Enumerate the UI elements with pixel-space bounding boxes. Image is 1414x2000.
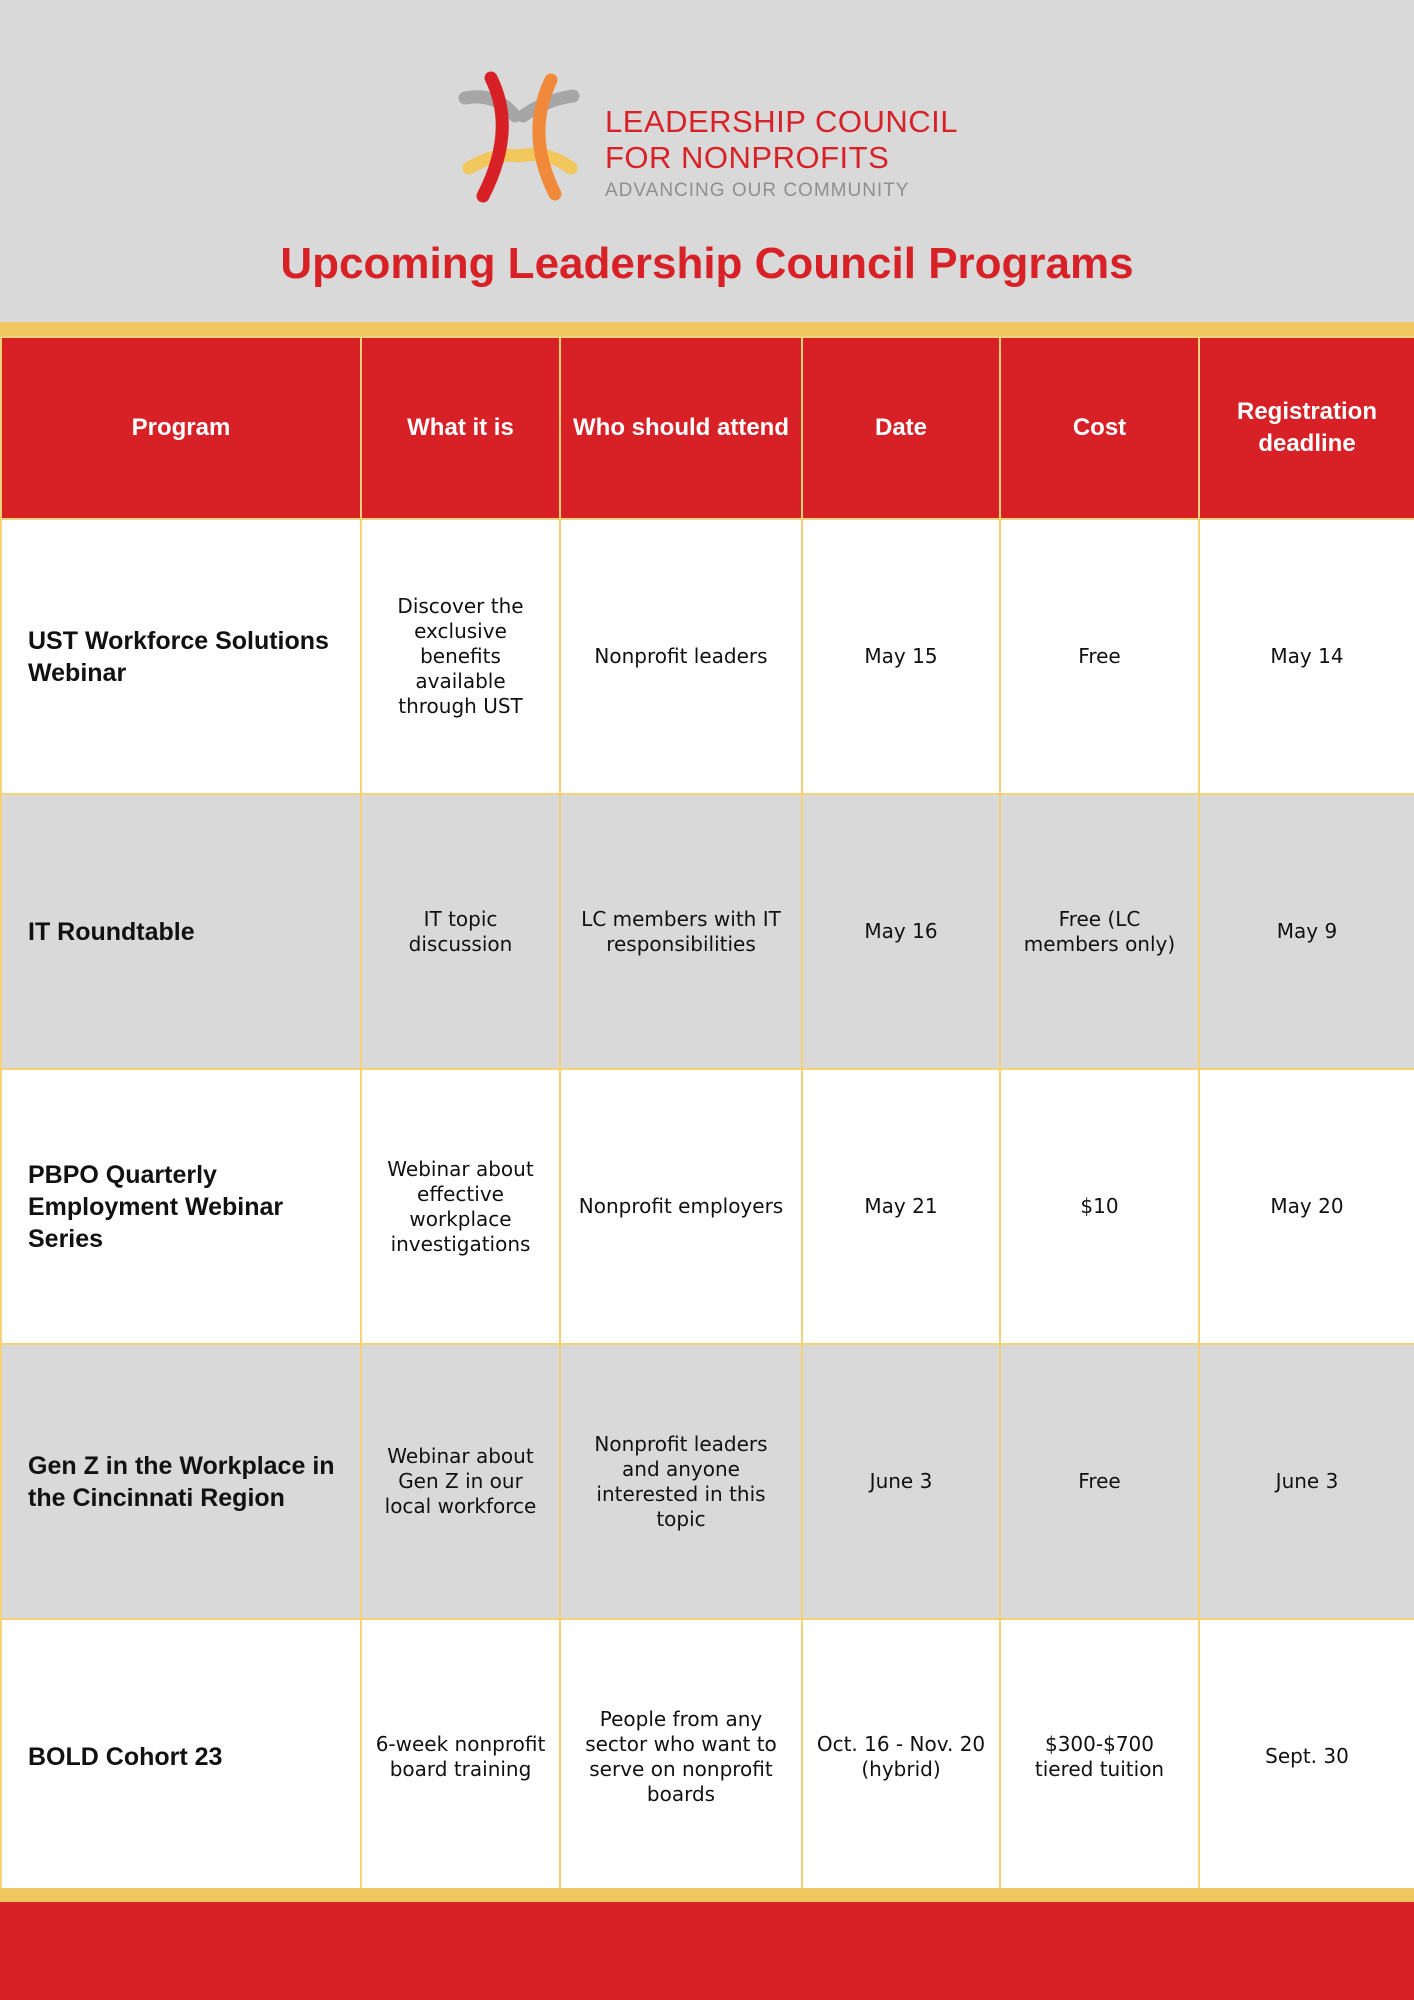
deadline-cell: June 3 — [1199, 1344, 1414, 1619]
date-cell: May 15 — [802, 519, 1000, 794]
deadline-cell: May 20 — [1199, 1069, 1414, 1344]
table-row — [1, 1344, 1414, 1619]
program-cell: Gen Z in the Workplace in the Cincinnati Region — [1, 1344, 361, 1619]
date-cell: June 3 — [802, 1344, 1000, 1619]
audience-cell: People from any sector who want to serve on nonprofit boards — [560, 1619, 802, 1894]
top-accent-band — [0, 322, 1414, 336]
cost-cell: Free — [1000, 1344, 1199, 1619]
cost-cell: $10 — [1000, 1069, 1199, 1344]
deadline-cell: May 14 — [1199, 519, 1414, 794]
program-cell: PBPO Quarterly Employment Webinar Series — [1, 1069, 361, 1344]
column-header-program: Program — [1, 337, 361, 519]
description-cell: Discover the exclusive benefits available through UST — [361, 519, 560, 794]
header-row — [1, 337, 1414, 519]
column-header-what-it-is: What it is — [361, 337, 560, 519]
description-cell: 6-week nonprofit board training — [361, 1619, 560, 1894]
cost-cell: Free — [1000, 519, 1199, 794]
programs-table — [0, 336, 1414, 1895]
logo-mark-icon — [455, 70, 585, 205]
table-row — [1, 1619, 1414, 1894]
bottom-accent-band — [0, 1888, 1414, 1902]
table-row — [1, 1069, 1414, 1344]
description-cell: Webinar about effective workplace investigations — [361, 1069, 560, 1344]
audience-cell: Nonprofit leaders and anyone interested in this topic — [560, 1344, 802, 1619]
description-cell: Webinar about Gen Z in our local workforce — [361, 1344, 560, 1619]
column-header-date: Date — [802, 337, 1000, 519]
program-cell: BOLD Cohort 23 — [1, 1619, 361, 1894]
column-header-who-should-attend: Who should attend — [560, 337, 802, 519]
deadline-cell: Sept. 30 — [1199, 1619, 1414, 1894]
program-cell: IT Roundtable — [1, 794, 361, 1069]
column-header-cost: Cost — [1000, 337, 1199, 519]
date-cell: Oct. 16 - Nov. 20 (hybrid) — [802, 1619, 1000, 1894]
audience-cell: LC members with IT responsibilities — [560, 794, 802, 1069]
description-cell: IT topic discussion — [361, 794, 560, 1069]
logo — [455, 70, 975, 210]
cost-cell: $300-$700 tiered tuition — [1000, 1619, 1199, 1894]
logo-tagline: ADVANCING OUR COMMUNITY — [605, 180, 910, 201]
header — [0, 0, 1414, 320]
cost-cell: Free (LC members only) — [1000, 794, 1199, 1069]
page-title: Upcoming Leadership Council Programs — [280, 239, 1134, 288]
date-cell: May 21 — [802, 1069, 1000, 1344]
program-cell: UST Workforce Solutions Webinar — [1, 519, 361, 794]
footer-band — [0, 1902, 1414, 2000]
date-cell: May 16 — [802, 794, 1000, 1069]
logo-line-2: FOR NONPROFITS — [605, 140, 890, 175]
column-header-registration-deadline: Registration deadline — [1199, 337, 1414, 519]
table-row — [1, 519, 1414, 794]
audience-cell: Nonprofit leaders — [560, 519, 802, 794]
deadline-cell: May 9 — [1199, 794, 1414, 1069]
audience-cell: Nonprofit employers — [560, 1069, 802, 1344]
table-row — [1, 794, 1414, 1069]
logo-line-1: LEADERSHIP COUNCIL — [605, 104, 958, 139]
